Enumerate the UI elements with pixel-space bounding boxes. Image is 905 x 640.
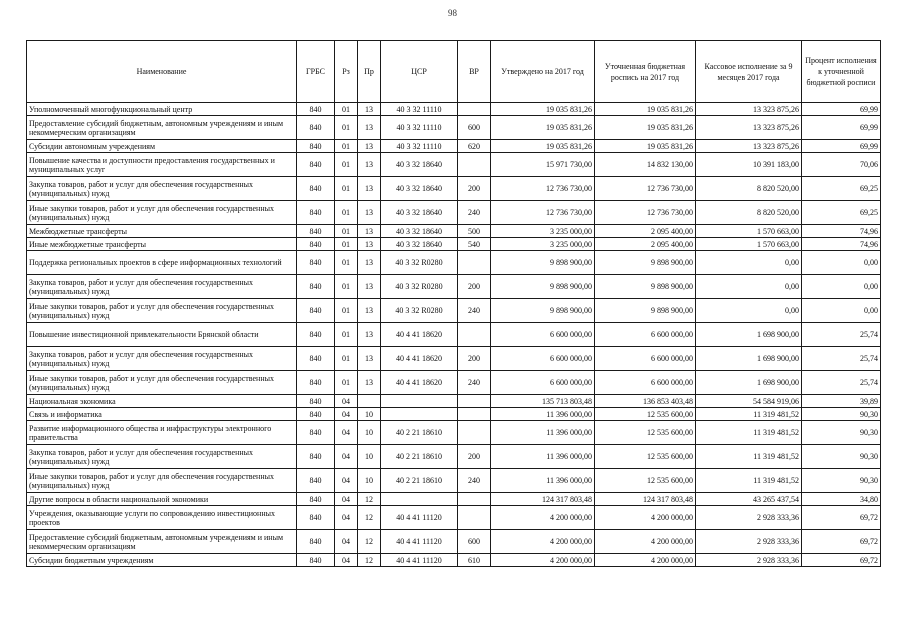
cell-rz: 04	[335, 395, 358, 408]
cell-pr: 12	[358, 493, 381, 506]
cell-vr: 200	[458, 347, 491, 371]
cell-pr: 13	[358, 299, 381, 323]
cell-name: Повышение качества и доступности предоставления государственных и муниципальных услуг	[27, 153, 297, 177]
col-header-pr: Пр	[358, 41, 381, 103]
cell-name: Предоставление субсидий бюджетным, автономным учреждениям и иным некоммерческим организациям	[27, 116, 297, 140]
cell-rz: 01	[335, 116, 358, 140]
cell-cash: 1 698 900,00	[696, 323, 802, 347]
cell-rz: 04	[335, 445, 358, 469]
cell-grbs: 840	[297, 323, 335, 347]
cell-refined: 12 736 730,00	[595, 201, 696, 225]
cell-cash: 1 698 900,00	[696, 371, 802, 395]
cell-csr	[381, 408, 458, 421]
cell-grbs: 840	[297, 299, 335, 323]
cell-percent: 69,72	[802, 554, 881, 567]
table-row	[27, 299, 881, 323]
cell-name: Закупка товаров, работ и услуг для обеспечения государственных (муниципальных) нужд	[27, 347, 297, 371]
table-row	[27, 238, 881, 251]
cell-grbs: 840	[297, 140, 335, 153]
cell-approved: 9 898 900,00	[491, 299, 595, 323]
cell-vr	[458, 251, 491, 275]
cell-csr: 40 2 21 18610	[381, 469, 458, 493]
cell-percent: 90,30	[802, 469, 881, 493]
cell-refined: 12 736 730,00	[595, 177, 696, 201]
cell-grbs: 840	[297, 347, 335, 371]
cell-refined: 2 095 400,00	[595, 238, 696, 251]
cell-rz: 01	[335, 153, 358, 177]
cell-rz: 01	[335, 225, 358, 238]
cell-cash: 2 928 333,36	[696, 506, 802, 530]
col-header-vr: ВР	[458, 41, 491, 103]
cell-csr: 40 3 32 18640	[381, 238, 458, 251]
cell-csr: 40 3 32 R0280	[381, 275, 458, 299]
cell-cash: 13 323 875,26	[696, 116, 802, 140]
cell-percent: 69,99	[802, 140, 881, 153]
cell-csr: 40 4 41 11120	[381, 554, 458, 567]
cell-percent: 69,72	[802, 530, 881, 554]
table-body	[27, 103, 881, 567]
cell-vr	[458, 323, 491, 347]
cell-rz: 04	[335, 493, 358, 506]
table-row	[27, 395, 881, 408]
cell-grbs: 840	[297, 153, 335, 177]
cell-pr: 10	[358, 408, 381, 421]
table-row	[27, 506, 881, 530]
table-row	[27, 421, 881, 445]
cell-csr: 40 3 32 18640	[381, 153, 458, 177]
cell-approved: 11 396 000,00	[491, 445, 595, 469]
cell-grbs: 840	[297, 554, 335, 567]
cell-refined: 9 898 900,00	[595, 251, 696, 275]
cell-csr: 40 3 32 11110	[381, 116, 458, 140]
table-row	[27, 225, 881, 238]
cell-approved: 4 200 000,00	[491, 506, 595, 530]
cell-pr: 13	[358, 177, 381, 201]
cell-rz: 04	[335, 506, 358, 530]
cell-grbs: 840	[297, 530, 335, 554]
table-header-row	[27, 41, 881, 103]
cell-approved: 3 235 000,00	[491, 238, 595, 251]
cell-name: Иные закупки товаров, работ и услуг для обеспечения государственных (муниципальных) нужд	[27, 371, 297, 395]
cell-approved: 124 317 803,48	[491, 493, 595, 506]
cell-cash: 1 570 663,00	[696, 238, 802, 251]
cell-percent: 25,74	[802, 347, 881, 371]
cell-approved: 19 035 831,26	[491, 103, 595, 116]
cell-csr: 40 3 32 18640	[381, 201, 458, 225]
cell-rz: 01	[335, 238, 358, 251]
cell-vr: 600	[458, 530, 491, 554]
cell-name: Национальная экономика	[27, 395, 297, 408]
table-row	[27, 347, 881, 371]
cell-approved: 4 200 000,00	[491, 530, 595, 554]
table-row	[27, 554, 881, 567]
cell-approved: 11 396 000,00	[491, 421, 595, 445]
cell-approved: 12 736 730,00	[491, 201, 595, 225]
cell-vr	[458, 506, 491, 530]
cell-percent: 0,00	[802, 299, 881, 323]
cell-csr	[381, 395, 458, 408]
cell-refined: 12 535 600,00	[595, 469, 696, 493]
cell-cash: 0,00	[696, 299, 802, 323]
cell-pr: 10	[358, 445, 381, 469]
cell-approved: 135 713 803,48	[491, 395, 595, 408]
cell-approved: 15 971 730,00	[491, 153, 595, 177]
cell-vr	[458, 103, 491, 116]
cell-csr: 40 2 21 18610	[381, 445, 458, 469]
cell-cash: 11 319 481,52	[696, 469, 802, 493]
cell-csr	[381, 493, 458, 506]
cell-approved: 19 035 831,26	[491, 116, 595, 140]
cell-percent: 90,30	[802, 421, 881, 445]
cell-cash: 2 928 333,36	[696, 530, 802, 554]
cell-percent: 69,99	[802, 103, 881, 116]
cell-percent: 70,06	[802, 153, 881, 177]
cell-pr: 10	[358, 421, 381, 445]
cell-percent: 39,89	[802, 395, 881, 408]
cell-rz: 01	[335, 251, 358, 275]
cell-pr: 13	[358, 140, 381, 153]
cell-pr: 13	[358, 116, 381, 140]
cell-cash: 0,00	[696, 251, 802, 275]
cell-refined: 19 035 831,26	[595, 116, 696, 140]
cell-cash: 54 584 919,06	[696, 395, 802, 408]
table-row	[27, 103, 881, 116]
cell-grbs: 840	[297, 445, 335, 469]
cell-percent: 90,30	[802, 445, 881, 469]
cell-cash: 10 391 183,00	[696, 153, 802, 177]
table-row	[27, 323, 881, 347]
col-header-refined: Уточненная бюджетная роспись на 2017 год	[595, 41, 696, 103]
cell-csr: 40 3 32 R0280	[381, 251, 458, 275]
cell-grbs: 840	[297, 371, 335, 395]
cell-csr: 40 2 21 18610	[381, 421, 458, 445]
cell-percent: 69,72	[802, 506, 881, 530]
budget-table	[26, 40, 881, 567]
cell-percent: 25,74	[802, 323, 881, 347]
cell-pr: 12	[358, 530, 381, 554]
table-row	[27, 530, 881, 554]
table-row	[27, 153, 881, 177]
cell-rz: 01	[335, 299, 358, 323]
cell-refined: 6 600 000,00	[595, 371, 696, 395]
cell-pr: 13	[358, 371, 381, 395]
cell-cash: 13 323 875,26	[696, 140, 802, 153]
cell-pr: 13	[358, 323, 381, 347]
table-row	[27, 408, 881, 421]
cell-refined: 9 898 900,00	[595, 299, 696, 323]
cell-name: Закупка товаров, работ и услуг для обеспечения государственных (муниципальных) нужд	[27, 275, 297, 299]
col-header-rz: Рз	[335, 41, 358, 103]
cell-vr: 620	[458, 140, 491, 153]
cell-vr: 600	[458, 116, 491, 140]
cell-refined: 12 535 600,00	[595, 445, 696, 469]
cell-rz: 04	[335, 469, 358, 493]
table-row	[27, 275, 881, 299]
table-row	[27, 140, 881, 153]
cell-name: Закупка товаров, работ и услуг для обеспечения государственных (муниципальных) нужд	[27, 445, 297, 469]
col-header-percent: Процент исполнения к уточненной бюджетной росписи	[802, 41, 881, 103]
cell-name: Иные закупки товаров, работ и услуг для обеспечения государственных (муниципальных) нужд	[27, 201, 297, 225]
cell-approved: 3 235 000,00	[491, 225, 595, 238]
cell-cash: 2 928 333,36	[696, 554, 802, 567]
cell-rz: 01	[335, 177, 358, 201]
cell-refined: 2 095 400,00	[595, 225, 696, 238]
cell-vr: 610	[458, 554, 491, 567]
cell-csr: 40 4 41 18620	[381, 347, 458, 371]
cell-pr: 13	[358, 225, 381, 238]
table-row	[27, 445, 881, 469]
table-row	[27, 493, 881, 506]
cell-approved: 6 600 000,00	[491, 347, 595, 371]
cell-grbs: 840	[297, 225, 335, 238]
cell-csr: 40 3 32 R0280	[381, 299, 458, 323]
cell-rz: 01	[335, 323, 358, 347]
cell-pr: 13	[358, 347, 381, 371]
cell-approved: 11 396 000,00	[491, 469, 595, 493]
cell-vr: 240	[458, 469, 491, 493]
cell-grbs: 840	[297, 408, 335, 421]
cell-cash: 1 570 663,00	[696, 225, 802, 238]
cell-refined: 9 898 900,00	[595, 275, 696, 299]
cell-approved: 6 600 000,00	[491, 323, 595, 347]
cell-vr	[458, 493, 491, 506]
cell-cash: 8 820 520,00	[696, 201, 802, 225]
cell-cash: 11 319 481,52	[696, 408, 802, 421]
cell-cash: 11 319 481,52	[696, 421, 802, 445]
table-row	[27, 177, 881, 201]
cell-pr: 12	[358, 554, 381, 567]
cell-name: Повышение инвестиционной привлекательности Брянской области	[27, 323, 297, 347]
cell-csr: 40 4 41 11120	[381, 506, 458, 530]
cell-name: Учреждения, оказывающие услуги по сопровождению инвестиционных проектов	[27, 506, 297, 530]
cell-grbs: 840	[297, 275, 335, 299]
page-number: 98	[448, 8, 457, 18]
cell-refined: 19 035 831,26	[595, 103, 696, 116]
cell-refined: 14 832 130,00	[595, 153, 696, 177]
cell-pr	[358, 395, 381, 408]
cell-percent: 69,99	[802, 116, 881, 140]
cell-vr: 500	[458, 225, 491, 238]
cell-percent: 25,74	[802, 371, 881, 395]
col-header-approved: Утверждено на 2017 год	[491, 41, 595, 103]
cell-cash: 8 820 520,00	[696, 177, 802, 201]
cell-vr: 540	[458, 238, 491, 251]
cell-pr: 10	[358, 469, 381, 493]
col-header-grbs: ГРБС	[297, 41, 335, 103]
cell-pr: 13	[358, 201, 381, 225]
cell-percent: 34,80	[802, 493, 881, 506]
cell-vr: 200	[458, 275, 491, 299]
cell-rz: 01	[335, 103, 358, 116]
cell-refined: 6 600 000,00	[595, 323, 696, 347]
cell-vr	[458, 408, 491, 421]
cell-refined: 6 600 000,00	[595, 347, 696, 371]
col-header-cash: Кассовое исполнение за 9 месяцев 2017 года	[696, 41, 802, 103]
cell-grbs: 840	[297, 493, 335, 506]
cell-pr: 12	[358, 506, 381, 530]
cell-percent: 69,25	[802, 177, 881, 201]
cell-rz: 04	[335, 530, 358, 554]
cell-approved: 12 736 730,00	[491, 177, 595, 201]
cell-pr: 13	[358, 238, 381, 251]
cell-csr: 40 4 41 18620	[381, 323, 458, 347]
cell-rz: 04	[335, 554, 358, 567]
cell-rz: 04	[335, 421, 358, 445]
cell-percent: 90,30	[802, 408, 881, 421]
table-row	[27, 116, 881, 140]
cell-grbs: 840	[297, 177, 335, 201]
cell-grbs: 840	[297, 251, 335, 275]
cell-percent: 0,00	[802, 251, 881, 275]
cell-percent: 69,25	[802, 201, 881, 225]
cell-name: Иные закупки товаров, работ и услуг для обеспечения государственных (муниципальных) нужд	[27, 469, 297, 493]
cell-name: Субсидии бюджетным учреждениям	[27, 554, 297, 567]
cell-refined: 12 535 600,00	[595, 421, 696, 445]
cell-vr: 240	[458, 201, 491, 225]
cell-approved: 4 200 000,00	[491, 554, 595, 567]
cell-percent: 74,96	[802, 238, 881, 251]
cell-csr: 40 3 32 11110	[381, 103, 458, 116]
cell-grbs: 840	[297, 201, 335, 225]
cell-refined: 4 200 000,00	[595, 554, 696, 567]
cell-approved: 19 035 831,26	[491, 140, 595, 153]
table-row	[27, 371, 881, 395]
cell-rz: 01	[335, 275, 358, 299]
cell-name: Закупка товаров, работ и услуг для обеспечения государственных (муниципальных) нужд	[27, 177, 297, 201]
cell-cash: 11 319 481,52	[696, 445, 802, 469]
cell-refined: 4 200 000,00	[595, 530, 696, 554]
cell-grbs: 840	[297, 103, 335, 116]
cell-vr	[458, 421, 491, 445]
cell-grbs: 840	[297, 116, 335, 140]
cell-name: Предоставление субсидий бюджетным, автономным учреждениям и иным некоммерческим организациям	[27, 530, 297, 554]
cell-name: Другие вопросы в области национальной экономики	[27, 493, 297, 506]
cell-rz: 04	[335, 408, 358, 421]
cell-csr: 40 3 32 18640	[381, 177, 458, 201]
cell-refined: 4 200 000,00	[595, 506, 696, 530]
cell-csr: 40 3 32 18640	[381, 225, 458, 238]
cell-grbs: 840	[297, 238, 335, 251]
cell-csr: 40 4 41 18620	[381, 371, 458, 395]
cell-cash: 13 323 875,26	[696, 103, 802, 116]
cell-grbs: 840	[297, 506, 335, 530]
cell-vr	[458, 395, 491, 408]
col-header-name: Наименование	[27, 41, 297, 103]
cell-rz: 01	[335, 140, 358, 153]
cell-csr: 40 3 32 11110	[381, 140, 458, 153]
cell-vr	[458, 153, 491, 177]
cell-refined: 124 317 803,48	[595, 493, 696, 506]
cell-name: Поддержка региональных проектов в сфере информационных технологий	[27, 251, 297, 275]
table-row	[27, 251, 881, 275]
cell-name: Иные закупки товаров, работ и услуг для обеспечения государственных (муниципальных) нужд	[27, 299, 297, 323]
cell-pr: 13	[358, 251, 381, 275]
cell-refined: 136 853 403,48	[595, 395, 696, 408]
cell-refined: 12 535 600,00	[595, 408, 696, 421]
cell-pr: 13	[358, 153, 381, 177]
cell-pr: 13	[358, 275, 381, 299]
cell-grbs: 840	[297, 421, 335, 445]
cell-approved: 9 898 900,00	[491, 251, 595, 275]
cell-name: Развитие информационного общества и инфраструктуры электронного правительства	[27, 421, 297, 445]
cell-pr: 13	[358, 103, 381, 116]
cell-name: Иные межбюджетные трансферты	[27, 238, 297, 251]
cell-cash: 43 265 437,54	[696, 493, 802, 506]
cell-approved: 11 396 000,00	[491, 408, 595, 421]
cell-percent: 0,00	[802, 275, 881, 299]
cell-vr: 240	[458, 299, 491, 323]
cell-vr: 200	[458, 445, 491, 469]
cell-name: Межбюджетные трансферты	[27, 225, 297, 238]
cell-cash: 0,00	[696, 275, 802, 299]
table-row	[27, 469, 881, 493]
cell-cash: 1 698 900,00	[696, 347, 802, 371]
col-header-csr: ЦСР	[381, 41, 458, 103]
cell-name: Субсидии автономным учреждениям	[27, 140, 297, 153]
cell-rz: 01	[335, 201, 358, 225]
cell-vr: 200	[458, 177, 491, 201]
cell-approved: 9 898 900,00	[491, 275, 595, 299]
cell-name: Уполномоченный многофункциональный центр	[27, 103, 297, 116]
cell-grbs: 840	[297, 395, 335, 408]
cell-grbs: 840	[297, 469, 335, 493]
cell-name: Связь и информатика	[27, 408, 297, 421]
cell-csr: 40 4 41 11120	[381, 530, 458, 554]
cell-approved: 6 600 000,00	[491, 371, 595, 395]
cell-percent: 74,96	[802, 225, 881, 238]
cell-refined: 19 035 831,26	[595, 140, 696, 153]
table-row	[27, 201, 881, 225]
cell-rz: 01	[335, 347, 358, 371]
cell-rz: 01	[335, 371, 358, 395]
cell-vr: 240	[458, 371, 491, 395]
